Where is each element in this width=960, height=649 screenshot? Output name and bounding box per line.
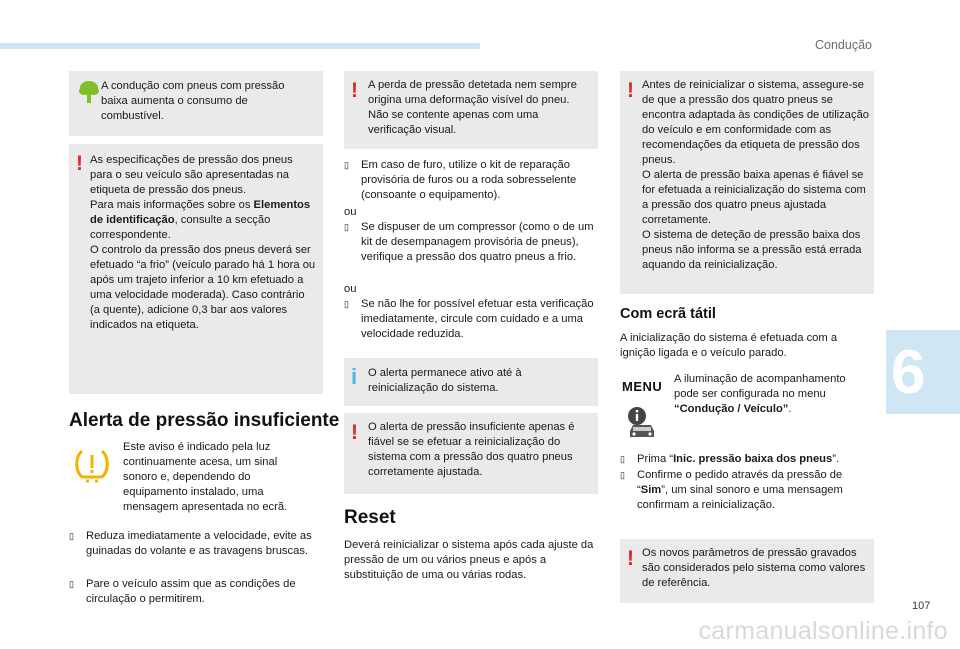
step2-post: ”, um sinal sonoro e uma mensagem confirmam a reinicialização. <box>637 484 843 511</box>
info-note-text: O alerta permanece ativo até à reinicialização do sistema. <box>368 367 522 394</box>
reset-warning-box <box>620 71 874 294</box>
list-item <box>69 529 323 559</box>
info-icon: i <box>351 364 358 389</box>
menu-text-pre: A iluminação de acompanhamento pode ser configurada no menu <box>674 373 846 400</box>
header-accent-bar <box>0 43 480 49</box>
bullet-marker: ▯ <box>620 470 625 480</box>
bullet-text: Pare o veículo assim que as condições de circulação o permitirem. <box>86 578 296 605</box>
new-params-warning-text: Os novos parâmetros de pressão gravados são considerados pelo sistema como valores de referência. <box>642 547 866 589</box>
cold-pressure-warning-text: O alerta de pressão insuficiente apenas é fiável se se efetuar a reinicialização do sistema com a pressão dos quatro pneus corretamente ajustada. <box>368 421 575 478</box>
cold-pressure-warning-box <box>344 413 598 494</box>
menu-text-post: . <box>788 403 792 415</box>
reset-warning-p1: Antes de reinicializar o sistema, assegure-se de que a pressão dos quatro pneus se encontra adaptada às condições de utilização do veículo e em conformidade com as recomendações da etiqueta de pressão dos pneus. <box>642 79 870 166</box>
list-item <box>344 158 602 203</box>
or-separator: ou <box>344 206 357 218</box>
vehicle-info-icon <box>624 404 660 440</box>
section-title: Condução <box>815 38 872 52</box>
new-params-warning-box <box>620 539 874 603</box>
bullet-marker: ▯ <box>69 531 74 541</box>
spec-warning-p2-bold: Elementos de identificação <box>90 199 311 226</box>
bullet-marker: ▯ <box>69 579 74 589</box>
touch-screen-text: A inicialização do sistema é efetuada com a ignição ligada e o veículo parado. <box>620 332 838 359</box>
chapter-number: 6 <box>891 338 926 407</box>
bullet-text: Reduza imediatamente a velocidade, evite as guinadas do volante e as travagens bruscas. <box>86 530 312 557</box>
menu-button-label: MENU <box>622 379 663 394</box>
reset-text: Deverá reinicializar o sistema após cada ajuste da pressão de um ou vários pneus e após a substituição de uma ou várias rodas. <box>344 539 594 581</box>
reset-warning-p2: O alerta de pressão baixa apenas é fiável se for efetuada a reinicialização do sistema com a pressão dos quatro pneus ajustada corretamente. <box>642 169 866 226</box>
spec-warning-p3: O controlo da pressão dos pneus deverá ser efetuado “a frio” (veículo parado há 1 hora ou após um trajeto inferior a 10 km efetuado a uma velocidade moderada). Caso contrário (a quente), adicione 0,3 bar aos valores indicados na etiqueta. <box>90 244 316 331</box>
warning-icon: ! <box>351 421 358 444</box>
warning-icon: ! <box>627 79 634 102</box>
watermark: carmanualsonline.info <box>698 617 948 645</box>
spec-warning-p2-pre: Para mais informações sobre os <box>90 199 254 211</box>
bullet-text: Em caso de furo, utilize o kit de reparação provisória de furos ou a roda sobresselente (consoante o equipamento). <box>361 159 577 201</box>
spec-warning-p2-post: , consulte a secção correspondente. <box>90 214 271 241</box>
menu-text <box>674 372 860 417</box>
list-item <box>620 468 874 513</box>
list-item <box>344 297 602 342</box>
step1-post: ”. <box>832 453 840 465</box>
bullet-text: Se não lhe for possível efetuar esta verificação imediatamente, circule com cuidado e a uma velocidade reduzida. <box>361 298 594 340</box>
spec-warning-p1: As especificações de pressão dos pneus para o seu veículo são apresentadas na etiqueta de pressão dos pneus. <box>90 154 293 196</box>
list-item <box>344 220 602 265</box>
warning-icon: ! <box>76 152 83 175</box>
tire-pressure-alert-icon <box>72 447 112 483</box>
reset-warning-text <box>642 78 870 273</box>
touch-screen-heading: Com ecrã tátil <box>620 306 716 322</box>
bullet-text: Se dispuser de um compressor (como o de um kit de desempanagem provisória de pneus), verifique a pressão dos quatro pneus a frio. <box>361 221 594 263</box>
step1-bold: Inic. pressão baixa dos pneus <box>673 453 833 465</box>
info-note-box <box>344 358 598 406</box>
alert-heading: Alerta de pressão insuficiente <box>69 410 340 431</box>
step2-pre: Confirme o pedido através da pressão de “ <box>637 469 843 496</box>
reset-heading: Reset <box>344 507 396 528</box>
or-separator: ou <box>344 283 357 295</box>
page-number: 107 <box>912 600 931 612</box>
reset-warning-p3: O sistema de deteção de pressão baixa dos pneus não informa se a pressão está errada aquando da reinicialização. <box>642 229 862 271</box>
eco-tree-icon <box>79 80 99 104</box>
warning-icon: ! <box>627 547 634 570</box>
spec-warning-text <box>90 153 316 333</box>
bullet-marker: ▯ <box>344 160 349 170</box>
bullet-marker: ▯ <box>344 299 349 309</box>
list-item <box>620 452 874 467</box>
bullet-marker: ▯ <box>344 222 349 232</box>
warning-icon: ! <box>351 79 358 102</box>
deformation-warning-box <box>344 71 598 149</box>
step2-bold: Sim <box>640 484 662 496</box>
alert-description: Este aviso é indicado pela luz continuamente acesa, um sinal sonoro e, dependendo do equipamento instalado, uma mensagem apresentada no ecrã. <box>123 441 288 513</box>
deformation-warning-text: A perda de pressão detetada nem sempre origina uma deformação visível do pneu. Não se contente apenas com uma verificação visual. <box>368 79 577 136</box>
spec-warning-box <box>69 144 323 394</box>
step1-pre: Prima “ <box>637 453 674 465</box>
eco-note-text: A condução com pneus com pressão baixa aumenta o consumo de combustível. <box>101 80 285 122</box>
list-item <box>69 577 323 607</box>
bullet-marker: ▯ <box>620 454 625 464</box>
eco-note-box <box>69 71 323 136</box>
menu-text-bold: “Condução / Veículo” <box>674 403 789 415</box>
